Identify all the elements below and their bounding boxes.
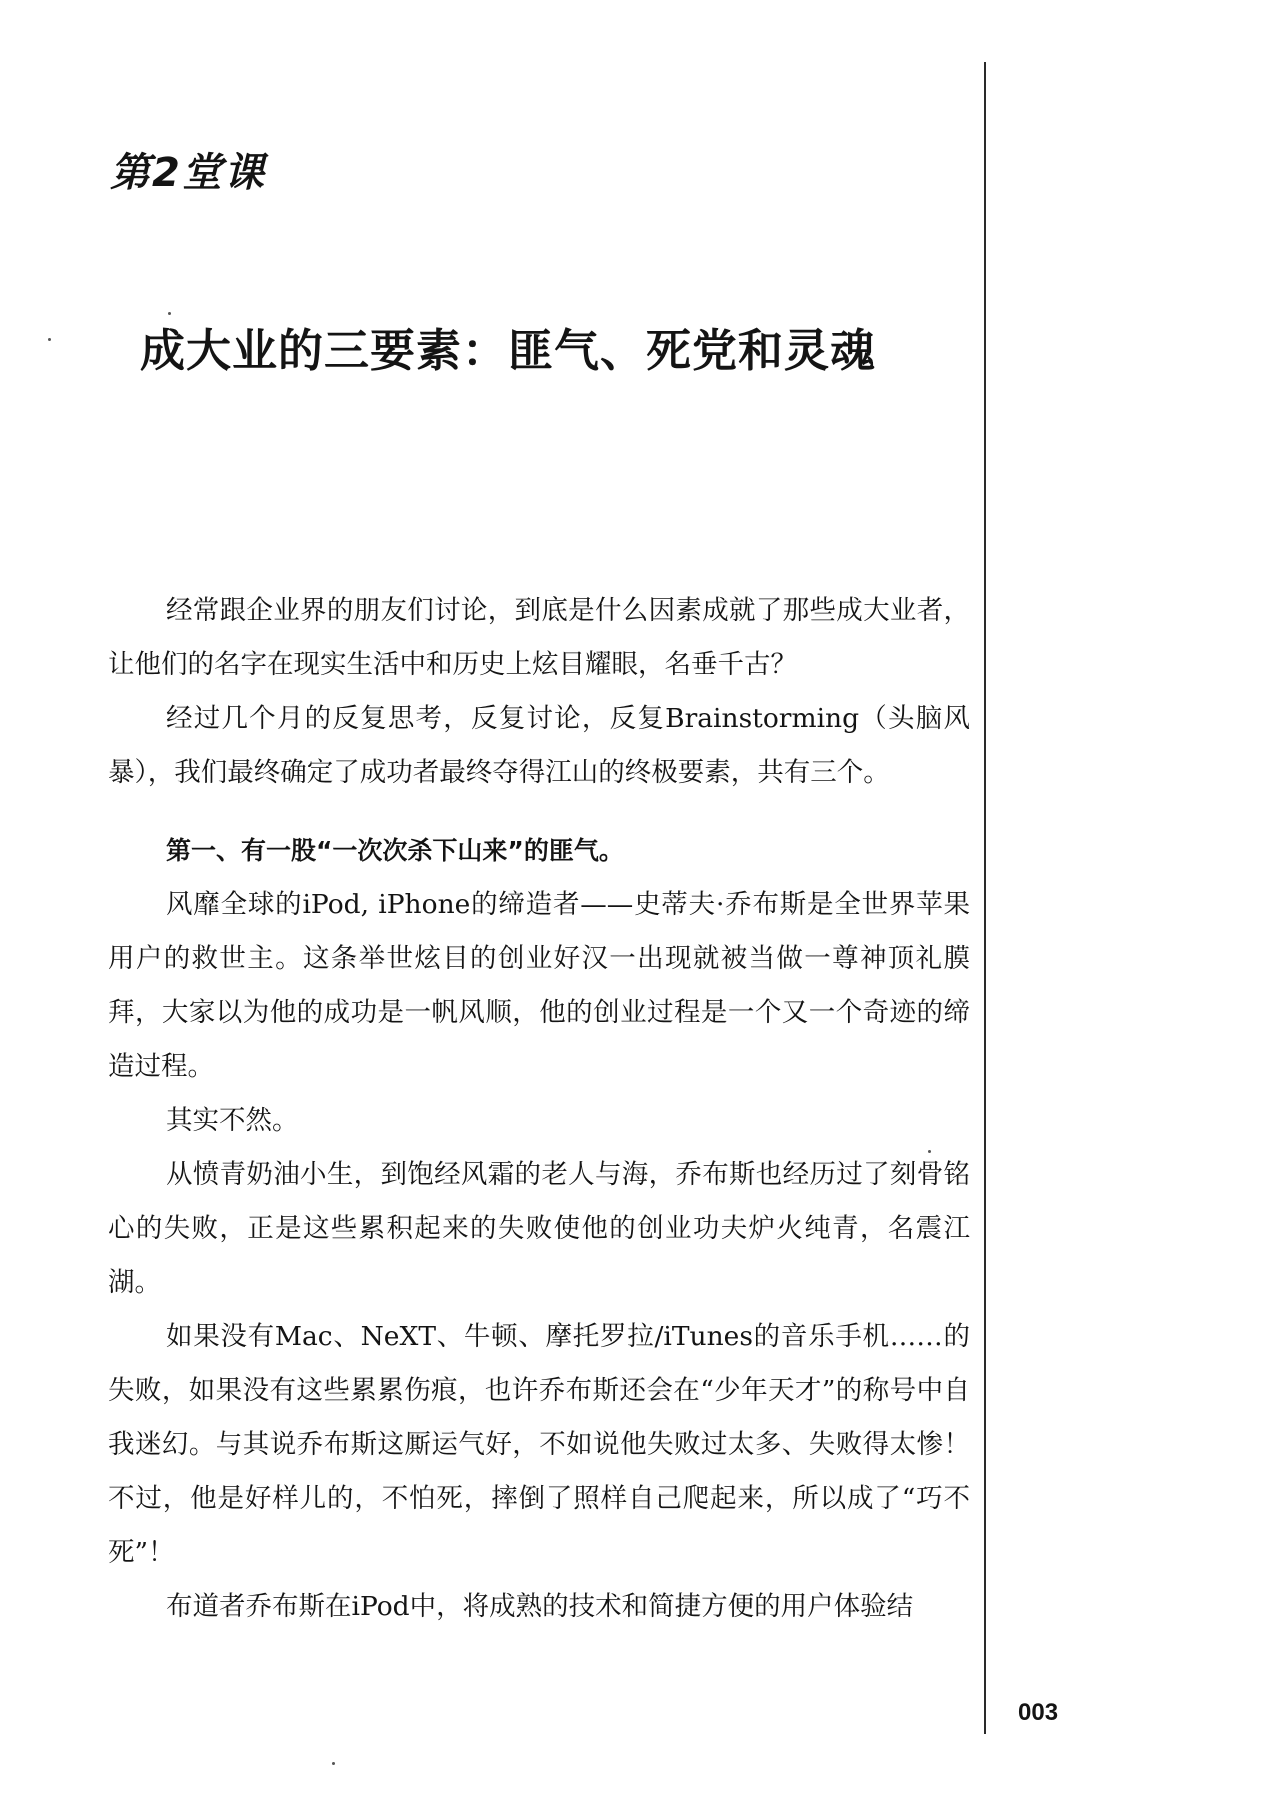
paragraph: 经常跟企业界的朋友们讨论，到底是什么因素成就了那些成大业者，让他们的名字在现实生活中和历史上炫目耀眼，名垂千古？ (108, 595, 970, 680)
paragraph: 布道者乔布斯在iPod中，将成熟的技术和简捷方便的用户体验结 (166, 1591, 914, 1622)
section-heading: 第一、有一股“一次次杀下山来”的匪气。 (166, 836, 624, 865)
page-number: 003 (1018, 1699, 1059, 1726)
paragraph: 风靡全球的iPod, iPhone的缔造者——史蒂夫·乔布斯是全世界苹果用户的救世主。这条举世炫目的创业好汉一出现就被当做一尊神顶礼膜拜，大家以为他的成功是一帆风顺，他的创业过程是一个又一个奇迹的缔造过程。 (108, 889, 970, 1082)
body-text (108, 584, 970, 1634)
margin-rule (984, 62, 986, 1734)
paragraph: 经过几个月的反复思考，反复讨论，反复Brainstorming（头脑风暴），我们最终确定了成功者最终夺得江山的终极要素，共有三个。 (108, 703, 970, 788)
paragraph: 如果没有Mac、NeXT、牛顿、摩托罗拉/iTunes的音乐手机……的失败，如果没有这些累累伤痕，也许乔布斯还会在“少年天才”的称号中自我迷幻。与其说乔布斯这厮运气好，不如说他失败过太多、失败得太惨！不过，他是好样儿的，不怕死，摔倒了照样自己爬起来，所以成了“巧不死”！ (108, 1321, 970, 1568)
scan-speck (928, 1150, 931, 1153)
lesson-heading: 第2堂课 (110, 150, 266, 196)
paragraph: 其实不然。 (166, 1105, 299, 1136)
scan-speck (168, 312, 171, 315)
scan-speck (48, 338, 51, 341)
scan-speck (332, 1762, 335, 1765)
paragraph: 从愤青奶油小生，到饱经风霜的老人与海，乔布斯也经历过了刻骨铭心的失败，正是这些累积起来的失败使他的创业功夫炉火纯青，名震江湖。 (108, 1159, 970, 1298)
chapter-title: 成大业的三要素：匪气、死党和灵魂 (140, 324, 877, 377)
